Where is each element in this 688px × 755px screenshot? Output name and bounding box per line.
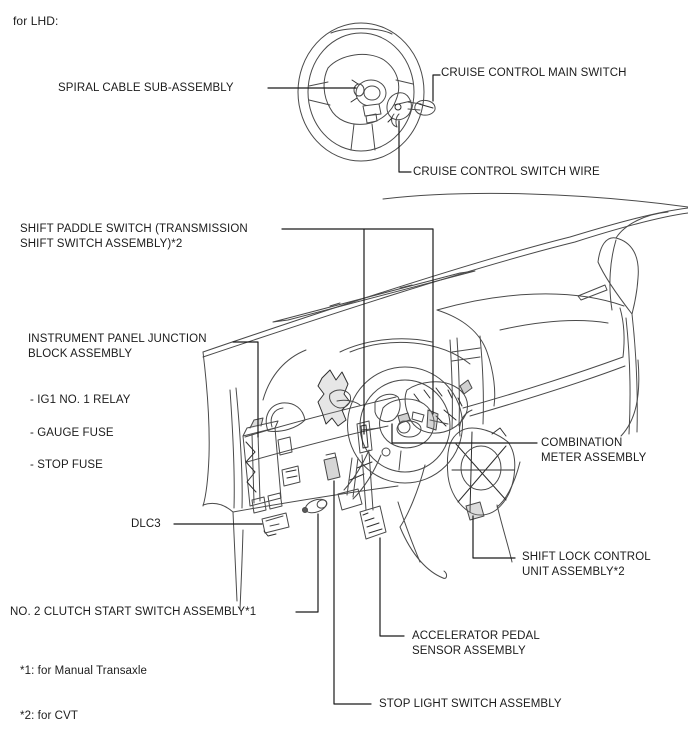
- stop-light-switch-part: [324, 453, 340, 480]
- footnote-manual-transaxle: *1: for Manual Transaxle: [20, 665, 148, 677]
- dlc3-connector-part: [262, 513, 289, 536]
- label-combination-meter: [541, 436, 646, 466]
- label-instrument-panel-junction-block: [28, 332, 207, 362]
- combination-meter-part: [375, 380, 472, 433]
- label-dlc3: DLC3: [131, 518, 161, 530]
- accelerator-pedal-part: [360, 506, 386, 539]
- label-shift-paddle-switch-line1: SHIFT PADDLE SWITCH (TRANSMISSION: [20, 223, 248, 235]
- label-clutch-start-switch: NO. 2 CLUTCH START SWITCH ASSEMBLY*1: [10, 606, 257, 618]
- label-shift-paddle-switch-line2: SHIFT SWITCH ASSEMBLY)*2: [20, 238, 183, 250]
- label-shift-paddle-switch: [20, 222, 248, 252]
- label-combination-meter-line2: METER ASSEMBLY: [541, 452, 647, 464]
- label-stop-fuse: - STOP FUSE: [30, 459, 103, 471]
- label-gauge-fuse: - GAUGE FUSE: [30, 427, 114, 439]
- label-shift-lock-line2: UNIT ASSEMBLY*2: [522, 566, 625, 578]
- steering-wheel-top-icon: [298, 23, 435, 161]
- label-accel-line2: SENSOR ASSEMBLY: [412, 645, 526, 657]
- label-ipjb-line2: BLOCK ASSEMBLY: [28, 348, 133, 360]
- shift-lock-unit-part: [447, 410, 514, 520]
- label-ipjb-line1: INSTRUMENT PANEL JUNCTION: [28, 333, 207, 345]
- label-combination-meter-line1: COMBINATION: [541, 437, 623, 449]
- label-accel-line1: ACCELERATOR PEDAL: [412, 630, 540, 642]
- label-cruise-control-switch-wire: CRUISE CONTROL SWITCH WIRE: [413, 166, 600, 178]
- label-cruise-control-main-switch: CRUISE CONTROL MAIN SWITCH: [441, 67, 627, 79]
- label-accelerator-pedal-sensor: [412, 629, 540, 659]
- label-stop-light-switch: STOP LIGHT SWITCH ASSEMBLY: [379, 698, 562, 710]
- cruise-control-main-switch-part: [387, 93, 435, 120]
- label-ig1-no1-relay: - IG1 NO. 1 RELAY: [30, 394, 131, 406]
- label-shift-lock-control-unit: [522, 550, 651, 580]
- label-shift-lock-line1: SHIFT LOCK CONTROL: [522, 551, 651, 563]
- junction-block-part: [243, 418, 300, 513]
- label-spiral-cable: SPIRAL CABLE SUB-ASSEMBLY: [58, 82, 234, 94]
- spiral-cable-part: [351, 80, 386, 123]
- dashboard-art: [203, 193, 688, 609]
- lhd-note: for LHD:: [13, 14, 59, 28]
- footnote-cvt: *2: for CVT: [20, 710, 78, 722]
